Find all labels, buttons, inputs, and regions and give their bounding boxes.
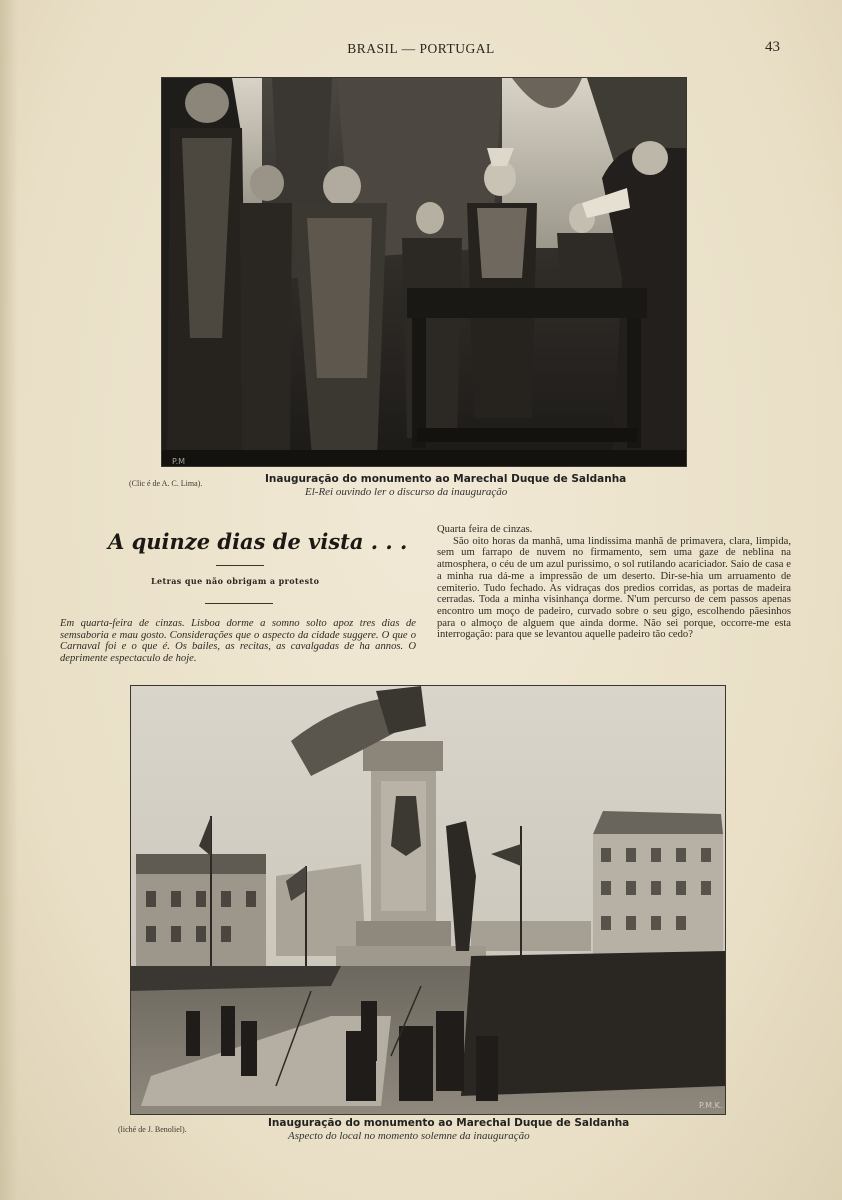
article-subheading: Letras que não obrigam a protesto [151,576,320,586]
subheading-rule [205,603,273,604]
page-number: 43 [765,39,780,55]
photo-monument-ceremony [130,685,726,1115]
article-intro: Em quarta-feira de cinzas. Lisboa dorme a somno solto apoz tres dias de semsaboria e mau gosto. Considerações que o aspecto da cidade suggere. O que o Carnaval foi e o que é. Os bailes, as recitas, as cavalgadas de ha annos. O deprimente espectaculo de hoje. [60,618,416,664]
article-body-paragraph: São oito horas da manhã, uma lindissima manhã de primavera, clara, limpida, sem um farrapo de nuvem no firmamento, sem uma gaze de neblina na atmosphera, o céu de um azul purissimo, o sol rutilando acariciador. Saio de casa e a minha rua dá-me a impressão de um deserto. Dir-se-hia um arruamento de cemiterio. Tudo fechado. As vidraças dos predios corridas, as portas de madeira cerradas. Toda a minha visinhança dorme. N'um percurso de cem passos apenas encontro um moço de padeiro, curvado sobre o seu gigo, escolhendo pãesinhos para o almoço de alguem que ainda dorme. Não sei porque, occorre-me esta interrogação: para que se levantou aquelle padeiro tão cedo? [437,535,791,641]
photo-bottom-caption-title: Inauguração do monumento ao Marechal Duque de Saldanha [268,1117,630,1129]
photo-bottom-caption-subtitle: Aspecto do local no momento solemne da inauguração [288,1130,530,1142]
photo-king-listening-speech [161,77,687,467]
headline-rule [216,565,264,566]
running-title: BRASIL — PORTUGAL [347,41,495,56]
page-gutter-shadow [0,0,18,1200]
photo-king-listening-speech-image [162,78,686,466]
photo-top-credit: (Clic é de A. C. Lima). [129,479,203,488]
photo-top-corner-mark: P.M [172,457,186,466]
photo-top-caption-subtitle: El-Rei ouvindo ler o discurso da inauguração [305,486,508,498]
photo-bottom-corner-mark: P.M.K. [699,1101,723,1110]
article-body-column [437,524,791,641]
photo-bottom-credit: (liché de J. Benoliel). [118,1125,187,1134]
photo-monument-ceremony-image [131,686,725,1114]
photo-top-caption-title: Inauguração do monumento ao Marechal Duque de Saldanha [265,473,627,485]
article-headline: A quinze dias de vista . . . [108,529,408,554]
article-body-lead: Quarta feira de cinzas. [437,524,533,535]
